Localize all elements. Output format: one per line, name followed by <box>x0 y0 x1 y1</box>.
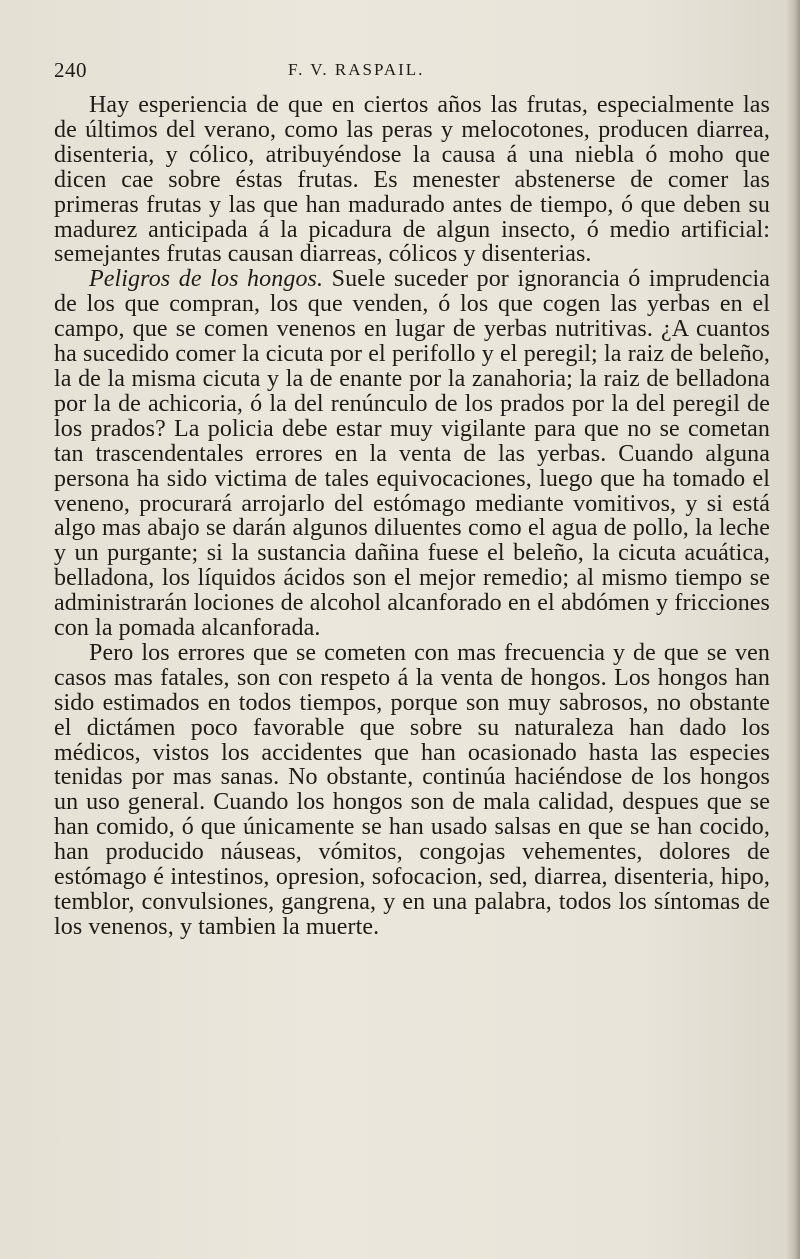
paragraph-mushroom-dangers-text: Suele suceder por ignorancia ó imprudencia de los que compran, los que venden, ó los que cogen las yerbas en el campo, que se comen venenos en lugar de yerbas nutritivas. ¿A cuantos ha sucedido comer la cicuta por el perifollo y el peregil; la raiz de beleño, la de la misma cicuta y la de enante por la zanahoria; la raiz de belladona por la de achicoria, ó la del renúnculo de los prados por la del peregil de los prados? La policia debe estar muy vigilante para que no se cometan tan trascendentales errores en la venta de las yerbas. Cuando alguna persona ha sido victima de tales equivocaciones, luego que ha tomado el veneno, procurará arrojarlo del estómago mediante vomitivos, y si está algo mas abajo se darán algunos diluentes como el agua de pollo, la leche y un purgante; si la sustancia dañina fuese el beleño, la cicuta acuática, belladona, los líquidos ácidos son el mejor remedio; al mismo tiempo se administrarán lociones de alcohol alcanforado en el abdómen y fricciones con la pomada alcanforada. <box>54 266 770 642</box>
section-heading-hongos: Peligros de los hongos. <box>89 266 324 293</box>
page-edge-shadow <box>786 0 800 1259</box>
page-number: 240 <box>54 58 87 82</box>
running-head: F. V. RASPAIL. <box>288 60 425 79</box>
paragraph-mushroom-dangers <box>54 267 770 641</box>
paragraph-fruits: Hay esperiencia de que en ciertos años las frutas, especialmente las de últimos del verano, como las peras y melocotones, producen diarrea, disenteria, y cólico, atribuyéndose la causa á una niebla ó moho que dicen cae sobre éstas frutas. Es menester abstenerse de comer las primeras frutas y las que han madurado antes de tiempo, ó que deben su madurez anticipada á la picadura de algun insecto, ó medio artificial: semejantes frutas causan diarreas, cólicos y disenterias. <box>54 92 770 268</box>
paragraph-mushroom-errors: Pero los errores que se cometen con mas frecuencia y de que se ven casos mas fatales, son con respeto á la venta de hongos. Los hongos han sido estimados en todos tiempos, porque son muy sabrosos, no obstante el dictámen poco favorable que sobre su naturaleza han dado los médicos, vistos los accidentes que han ocasionado hasta las especies tenidas por mas sanas. No obstante, continúa haciéndose de los hongos un uso general. Cuando los hongos son de mala calidad, despues que se han comido, ó que únicamente se han usado salsas en que se han cocido, han producido náuseas, vómitos, congojas vehementes, dolores de estómago é intestinos, opresion, sofocacion, sed, diarrea, disenteria, hipo, temblor, convulsiones, gangrena, y en una palabra, todos los síntomas de los venenos, y tambien la muerte. <box>54 639 770 940</box>
page-header <box>54 58 754 88</box>
body-text <box>54 93 770 940</box>
